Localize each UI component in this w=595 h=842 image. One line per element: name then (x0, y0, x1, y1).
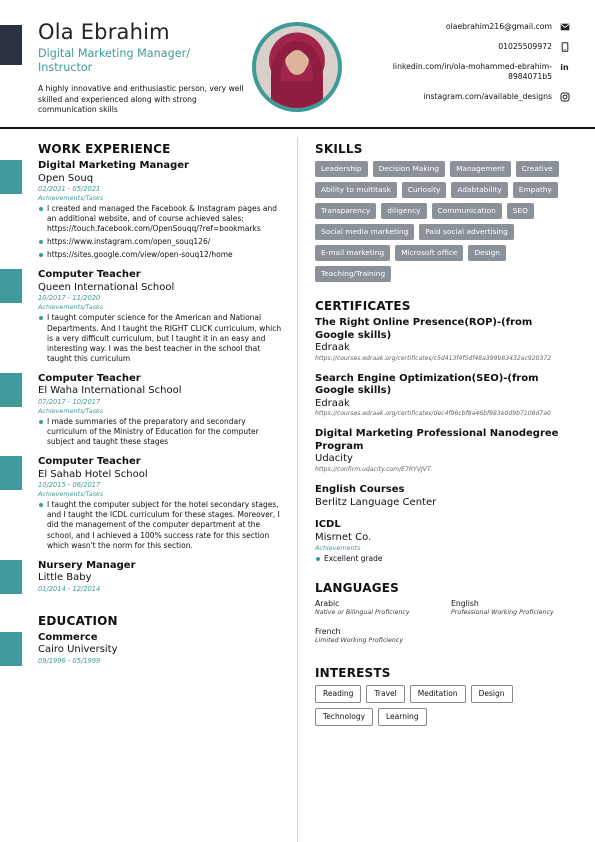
certificate-entry (315, 317, 575, 363)
interest-tag: Technology (315, 708, 373, 726)
skill-chip: Adabtability (451, 182, 507, 198)
photo-face (287, 50, 307, 75)
certificate-bullet: Excellent grade (315, 554, 575, 564)
language-item (315, 599, 451, 617)
certificate-title: ICDL (315, 519, 341, 531)
language-name: Arabic (315, 599, 340, 609)
work-dates: 02/2021 - 05/2021 (38, 185, 101, 193)
work-bullet: I taught computer science for the American and National Departments. And I taught the RIGHT CLICK curriculum, which is a very difficult curriculum, but I taught it in an easy and interesting way. I was the best teacher in the school that taught this curriculum (38, 313, 283, 363)
right-column (315, 142, 575, 726)
languages-heading: LANGUAGES (315, 581, 399, 596)
skill-chip: Transparency (315, 203, 376, 219)
work-bullets (38, 500, 283, 550)
linkedin-text[interactable]: linkedin.com/in/ola-mohammed-ebrahim-8984071b5 (392, 62, 552, 81)
instagram-text[interactable]: instagram.com/available_designs (423, 92, 552, 101)
skill-chip: Design (468, 245, 506, 261)
language-level: Limited Working Proficiency (315, 637, 404, 645)
language-level: Professional Working Proficiency (451, 609, 554, 617)
skill-chip: Social media marketing (315, 224, 414, 240)
achievements-label: Achievements/Tasks (38, 490, 104, 499)
profile-photo (252, 22, 342, 112)
contact-instagram[interactable] (350, 92, 570, 102)
certificate-org: Edraak (315, 397, 350, 409)
skills-list (315, 161, 570, 282)
entry-marker (0, 269, 22, 303)
header-divider (0, 127, 595, 129)
phone-icon (560, 42, 570, 52)
contact-phone[interactable] (350, 42, 570, 52)
certificate-title: Search Engine Optimization(SEO)-(from Google skills) (315, 372, 539, 397)
work-bullet[interactable]: https://www.instagram.com/open_souq126/ (38, 237, 283, 247)
email-text[interactable]: olaebrahim216@gmail.com (445, 22, 552, 31)
certificate-entry (315, 519, 575, 564)
language-item (315, 627, 451, 645)
interest-tag: Learning (378, 708, 427, 726)
work-entry (38, 373, 283, 447)
interests-list (315, 685, 555, 726)
skill-chip: Curiosity (402, 182, 447, 198)
work-title: Nursery Manager (38, 559, 136, 571)
certificate-entry (315, 373, 575, 419)
entry-marker (0, 160, 22, 194)
work-company: Open Souq (38, 172, 94, 184)
certificate-org: Misrnet Co. (315, 531, 372, 543)
certificate-entry (315, 428, 575, 474)
education-degree: Commerce (38, 631, 98, 643)
contact-list (350, 22, 570, 112)
certificates-heading: CERTIFICATES (315, 299, 411, 313)
certificate-title: The Right Online Presence(ROP)-(from Google skills) (315, 317, 533, 341)
email-icon (560, 22, 570, 32)
contact-email[interactable] (350, 22, 570, 32)
resume-name: Ola Ebrahim (38, 20, 170, 44)
skill-chip: Management (450, 161, 511, 177)
language-item (451, 599, 587, 617)
languages-list (315, 599, 575, 645)
work-bullets (38, 417, 283, 447)
job-title: Digital Marketing Manager/ Instructor (38, 47, 190, 74)
interest-tag: Reading (315, 685, 361, 703)
skill-chip: Microsoft office (395, 245, 463, 261)
left-column (38, 142, 283, 675)
skill-chip: Creative (516, 161, 559, 177)
skill-chip: Decision Making (373, 161, 445, 177)
achievements-label: Achievements/Tasks (38, 194, 104, 202)
education-entry (38, 632, 283, 666)
work-entry (38, 560, 283, 594)
skill-chip: Teaching/Training (315, 266, 391, 282)
certificate-link[interactable]: https://courses.edraak.org/certificates/c5d413f4f5df48a399b83432ac920372 (315, 354, 552, 362)
work-bullet: I made summaries of the preparatory and secondary curriculum of the Ministry of Education for the computer subject and taught these stages (38, 417, 283, 447)
work-title: Digital Marketing Manager (38, 160, 189, 171)
education-school: Cairo University (38, 644, 118, 656)
certificate-link[interactable]: https://courses.edraak.org/certificates/dec4f96cbf8a46bf983e0d9b7108d7a0 (315, 410, 551, 418)
certificate-entry (315, 484, 575, 509)
column-divider (297, 137, 298, 842)
certificate-org: Udacity (315, 453, 353, 465)
education-heading: EDUCATION (38, 613, 118, 628)
work-dates: 10/2017 - 11/2020 (38, 294, 101, 303)
certificate-title: Digital Marketing Professional Nanodegree Program (315, 428, 559, 452)
work-company: Little Baby (38, 572, 92, 584)
interest-tag: Design (471, 685, 513, 703)
language-name: English (451, 599, 479, 609)
work-company: Queen International School (38, 281, 175, 293)
phone-text[interactable]: 01025509972 (498, 42, 552, 51)
skill-chip: SEO (507, 203, 534, 219)
work-entry (38, 269, 283, 363)
achievements-label: Achievements/Tasks (38, 303, 104, 312)
achievements-label: Achievements (315, 544, 361, 553)
contact-linkedin[interactable] (350, 62, 570, 82)
work-experience-heading: WORK EXPERIENCE (38, 142, 171, 156)
certificate-title: English Courses (315, 484, 405, 496)
skill-chip: Paid social advertising (419, 224, 514, 240)
profile-summary: A highly innovative and enthusiastic person, very well skilled and experienced along with strong communication skills (38, 84, 244, 114)
instagram-icon (560, 92, 570, 102)
svg-text:in: in (560, 63, 569, 72)
work-bullet: I created and managed the Facebook & Instagram pages and an additional website, and of course achieved sales: https://touch.facebook.com/OpenSouqq/?ref=bookmarks (38, 204, 283, 234)
work-company: El Waha International School (38, 385, 182, 397)
interest-tag: Travel (366, 685, 404, 703)
work-title: Computer Teacher (38, 372, 141, 384)
work-dates: 10/2015 - 06/2017 (38, 481, 101, 490)
entry-marker (0, 456, 22, 490)
work-entry (38, 160, 283, 260)
work-bullet: I taught the computer subject for the hotel secondary stages, and I taught the ICDL curriculum for these stages. Moreover, I did the management of the computer department at the school, and I achieved a 100% success rate for this section which wasn't the norm for this section. (38, 500, 283, 550)
interests-heading: INTERESTS (315, 666, 391, 681)
language-level: Native or Bilingual Proficiency (315, 609, 410, 617)
work-entry (38, 456, 283, 550)
linkedin-icon (560, 62, 570, 72)
skill-chip: E-mail marketing (315, 245, 390, 261)
work-company: El Sahab Hotel School (38, 468, 148, 480)
work-bullets (38, 204, 283, 260)
certificate-org: Berlitz Language Center (315, 496, 437, 508)
header-accent-bar (0, 25, 22, 65)
work-dates: 07/2017 - 10/2017 (38, 397, 101, 406)
skills-heading: SKILLS (315, 142, 363, 156)
skill-chip: Ability to multitask (315, 182, 397, 198)
skill-chip: Communication (432, 203, 502, 219)
interest-tag: Meditation (410, 685, 466, 703)
skill-chip: diligency (381, 203, 426, 219)
certificate-link[interactable]: https://confirm.udacity.com/E7RYVJVT (315, 465, 431, 473)
work-title: Computer Teacher (38, 269, 141, 281)
entry-marker (0, 632, 22, 666)
skill-chip: Leadership (315, 161, 368, 177)
language-name: French (315, 627, 341, 637)
work-bullet[interactable]: https://sites.google.com/view/open-souq12/home (38, 250, 283, 260)
certificate-org: Edraak (315, 342, 350, 353)
work-title: Computer Teacher (38, 456, 141, 468)
entry-marker (0, 560, 22, 594)
work-bullets (38, 313, 283, 363)
skill-chip: Empathy (513, 182, 558, 198)
achievements-label: Achievements/Tasks (38, 406, 104, 415)
entry-marker (0, 373, 22, 407)
work-dates: 01/2014 - 12/2014 (38, 584, 101, 593)
certificate-bullets (315, 554, 575, 564)
education-dates: 09/1996 - 05/1999 (38, 656, 101, 665)
